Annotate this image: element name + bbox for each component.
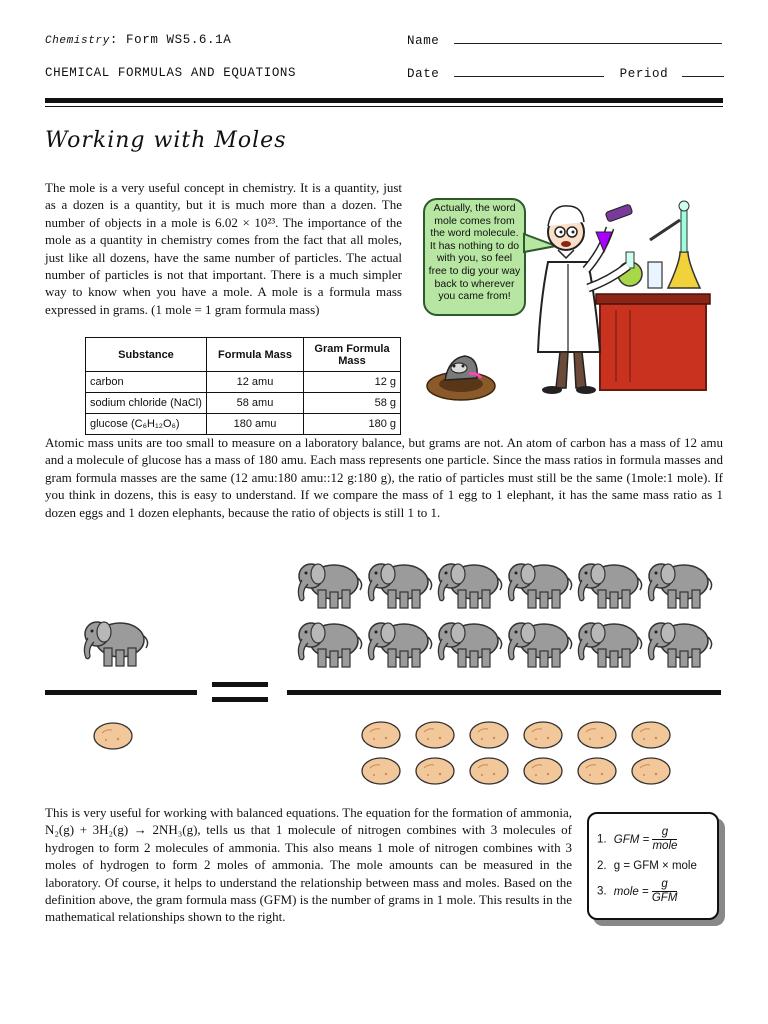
mass-ratio-paragraph: Atomic mass units are too small to measure on a laboratory balance, but grams are not. An atom of carbon has a mass of 12 amu and a molecule of glucose has a mass of 180 amu. Each mass represents one particle. Since the mass ratios in formula masses and gram formula masses are the same (12 amu:180 amu::12 g:180 g), the ratio of particles must still be the same (1mole:1 mole). If you think in dozens, this is easy to understand. If we compare the mass of 1 egg to 1 elephant, it has the same mass ratio as 1 dozen eggs and 1 dozen elephants, because the ratio of objects is still 1 to 1. — [45, 435, 723, 520]
elephant-icon — [644, 554, 714, 612]
equation-paragraph: This is very useful for working with balanced equations. The equation for the formation of ammonia, N₂(g) + 3H₂(g) → 2NH₃(g), tells us that 1 molecule of nitrogen combines with 3 molecules of hydrogen to form 2 molecules of ammonia. This also means 1 mole of nitrogen combines with 3 moles of hydrogen to form 2 moles of ammonia. The mole amounts can be measured in the laboratory. Of course, it helps to understand the relationship between mass and moles. Based on the definition above, the gram formula mass (GFM) is the number of grams in 1 mole. This results in the mathematical relationships shown to the right. — [45, 805, 572, 925]
date-label: Date — [407, 67, 440, 81]
table-row — [86, 393, 401, 414]
mole-illustration — [425, 348, 497, 404]
elephant-icon — [644, 613, 714, 671]
egg-icon — [360, 756, 402, 786]
course-label: Chemistry — [45, 35, 110, 47]
elephant-icon — [504, 554, 574, 612]
egg-icon — [360, 720, 402, 750]
table-cell: 58 g — [304, 393, 401, 414]
egg-icon — [576, 756, 618, 786]
egg-icon — [92, 721, 134, 751]
elephant-icon — [364, 554, 434, 612]
form-label: : Form WS5.6.1A — [109, 33, 232, 47]
formula-2 — [597, 860, 697, 872]
date-field[interactable] — [407, 66, 724, 81]
egg-icon — [576, 720, 618, 750]
left-fraction-bar — [45, 690, 197, 695]
header-rule-thick — [45, 98, 723, 103]
table-cell: 12 g — [304, 372, 401, 393]
table-cell: 58 amu — [207, 393, 304, 414]
egg-icon — [414, 720, 456, 750]
table-row — [86, 372, 401, 393]
egg-icon — [522, 720, 564, 750]
period-blank[interactable] — [682, 66, 724, 77]
test-tube-icon — [605, 204, 633, 222]
date-blank[interactable] — [454, 66, 604, 77]
header-rule-thin — [45, 106, 723, 107]
formula-2-number: 2. — [597, 860, 607, 872]
egg-icon — [630, 756, 672, 786]
table-header: Gram Formula Mass — [304, 338, 401, 372]
speech-bubble: Actually, the word mole comes from the word molecule. It has nothing to do with you, so feel free to dig your way back to wherever you came from! — [423, 198, 526, 316]
elephant-icon — [434, 613, 504, 671]
equals-sign-bottom — [212, 697, 268, 702]
egg-icon — [630, 720, 672, 750]
formula-1-fraction — [652, 826, 677, 853]
header-course — [45, 33, 231, 47]
table-cell: 180 amu — [207, 414, 304, 435]
formula-3-fraction — [652, 878, 678, 905]
egg-icon — [468, 756, 510, 786]
intro-paragraph: The mole is a very useful concept in chemistry. It is a quantity, just as a dozen is a quantity, but it is much more than a dozen. The number of objects in a mole is 6.02 × 10²³. The importance of the mole as a quantity in chemistry comes from the fact that all moles, just like all dozens, have the same number of particles. The actual number of particles is not that important. There is a much simpler way to know when you have a mole. A mole is a formula mass expressed in grams. (1 mole = 1 gram formula mass) — [45, 180, 402, 317]
formula-3-numerator: g — [652, 878, 678, 892]
lab-coat — [538, 262, 600, 352]
table-cell: glucose (C₆H₁₂O₆) — [86, 414, 207, 435]
elephant-icon — [294, 613, 364, 671]
formula-3 — [597, 878, 677, 905]
elephant-icon — [294, 554, 364, 612]
elephant-icon — [504, 613, 574, 671]
formula-1-lhs: GFM = — [613, 833, 650, 846]
period-label: Period — [619, 67, 669, 81]
name-label: Name — [407, 34, 440, 48]
formula-3-denominator: GFM — [651, 892, 678, 904]
table-header: Formula Mass — [207, 338, 304, 372]
elephant-icon — [574, 554, 644, 612]
table-cell: 180 g — [304, 414, 401, 435]
table-cell: 12 amu — [207, 372, 304, 393]
scientist-illustration — [530, 192, 720, 397]
elephant-icon — [434, 554, 504, 612]
formula-3-number: 3. — [597, 885, 607, 898]
name-field[interactable] — [407, 33, 722, 48]
egg-icon — [522, 756, 564, 786]
name-blank[interactable] — [454, 33, 722, 44]
formula-1-denominator: mole — [652, 840, 678, 852]
egg-icon — [414, 756, 456, 786]
formula-1 — [597, 826, 677, 853]
table-row — [86, 414, 401, 435]
formula-1-numerator: g — [652, 826, 677, 840]
table-cell: carbon — [86, 372, 207, 393]
molar-mass-table — [85, 337, 401, 435]
equals-sign-top — [212, 682, 268, 687]
formula-3-lhs: mole = — [613, 885, 649, 898]
table-header: Substance — [86, 338, 207, 372]
elephant-icon — [80, 612, 150, 670]
egg-icon — [468, 720, 510, 750]
page-title: Working with Moles — [45, 128, 287, 153]
elephant-icon — [364, 613, 434, 671]
beaker-icon — [668, 252, 700, 288]
worksheet-subtitle: CHEMICAL FORMULAS AND EQUATIONS — [45, 66, 297, 80]
elephant-icon — [574, 613, 644, 671]
formula-2-text: g = GFM × mole — [613, 860, 697, 872]
table-cell: sodium chloride (NaCl) — [86, 393, 207, 414]
formula-box — [587, 812, 719, 920]
formula-1-number: 1. — [597, 833, 607, 846]
right-fraction-bar — [287, 690, 721, 695]
